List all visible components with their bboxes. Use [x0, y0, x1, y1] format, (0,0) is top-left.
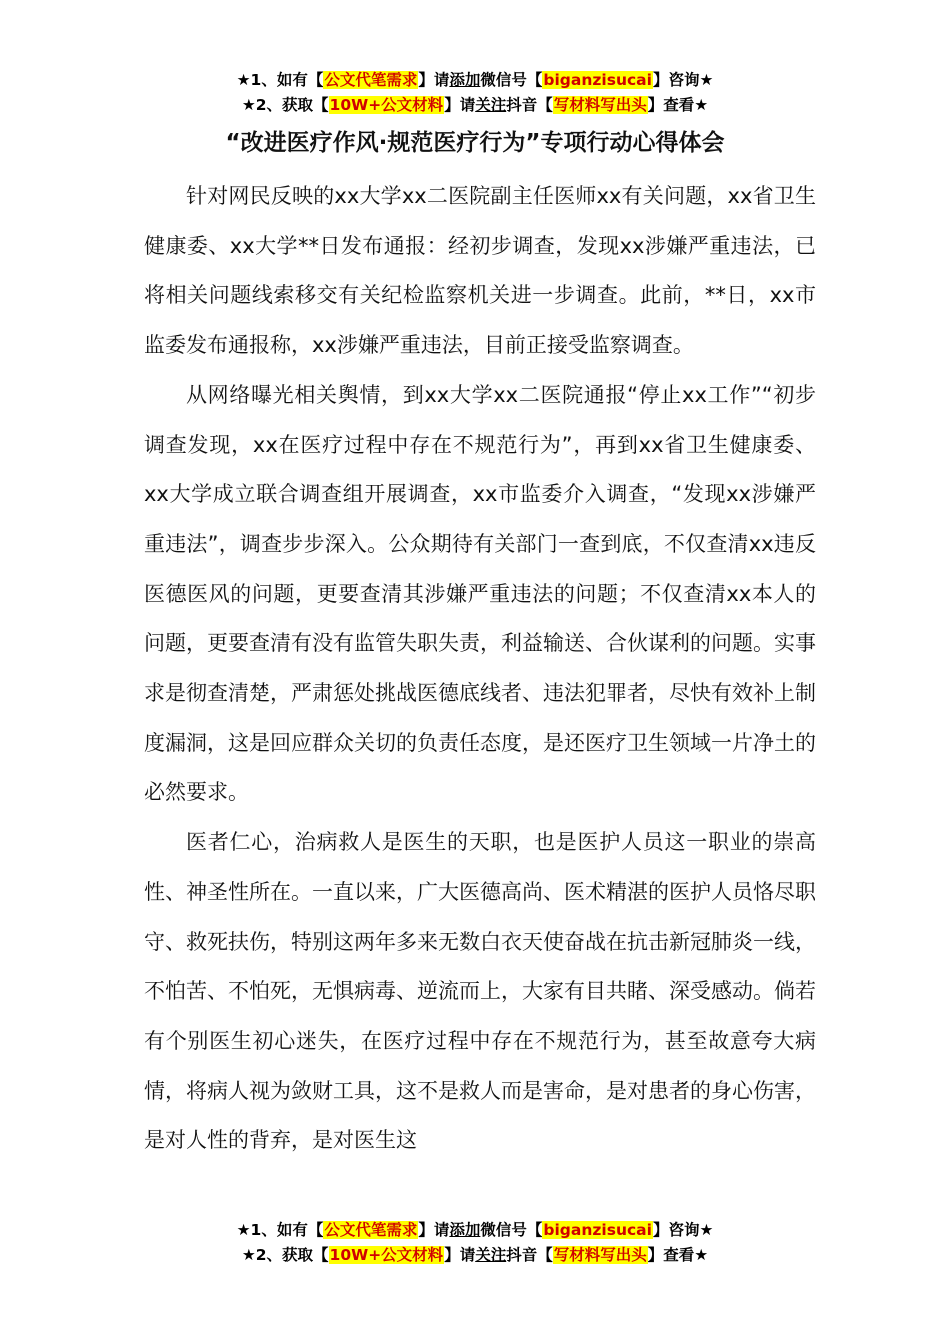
promo-douyin-id: 写材料写出头	[553, 1246, 647, 1264]
promo-wechat-id: biganzisucai	[543, 1221, 652, 1239]
promo-highlight: 10W+公文材料	[329, 96, 444, 114]
paragraph-3: 医者仁心，治病救人是医生的天职，也是医护人员这一职业的崇高性、神圣性所在。一直以来，广大医德高尚、医术精湛的医护人员恪尽职守、救死扶伤，特别这两年多来无数白衣天使奋战在抗击新冠肺炎一线，不怕苦、不怕死，无惧病毒、逆流而上，大家有目共睹、深受感动。倘若有个别医生初心迷失，在医疗过程中存在不规范行为，甚至故意夸大病情，将病人视为敛财工具，这不是救人而是害命，是对患者的身心伤害，是对人性的背弃，是对医生这	[144, 830, 816, 1153]
promo-wechat-id: biganzisucai	[543, 71, 652, 89]
promo-underlined: 关注	[475, 96, 507, 114]
footer-promo-line-2	[0, 1243, 950, 1268]
promo-text: 】咨询★	[652, 1221, 714, 1239]
promo-text: ★2、获取【	[241, 1246, 329, 1264]
promo-text: 】咨询★	[652, 71, 714, 89]
promo-highlight: 公文代笔需求	[324, 71, 418, 89]
promo-underlined: 添加	[449, 71, 481, 89]
promo-text: 】请	[418, 71, 450, 89]
promo-text: ★1、如有【	[236, 71, 324, 89]
promo-text: 微信号【	[480, 1221, 543, 1239]
promo-text: 抖音【	[506, 1246, 553, 1264]
document-title: “改进医疗作风·规范医疗行为”专项行动心得体会	[225, 130, 725, 156]
promo-text: 】查看★	[647, 1246, 709, 1264]
promo-text: 抖音【	[506, 96, 553, 114]
footer-promo-line-1	[0, 1218, 950, 1243]
promo-text: 】请	[418, 1221, 450, 1239]
header-promo	[0, 68, 950, 118]
promo-underlined: 添加	[449, 1221, 481, 1239]
promo-text: ★2、获取【	[241, 96, 329, 114]
promo-highlight: 10W+公文材料	[329, 1246, 444, 1264]
paragraph-2: 从网络曝光相关舆情，到xx大学xx二医院通报“停止xx工作”“初步调查发现，xx在医疗过程中存在不规范行为”，再到xx省卫生健康委、xx大学成立联合调查组开展调查，xx市监委介入调查，“发现xx涉嫌严重违法”，调查步步深入。公众期待有关部门一查到底，不仅查清xx违反医德医风的问题，更要查清其涉嫌严重违法的问题；不仅查清xx本人的问题，更要查清有没有监管失职失责，利益输送、合伙谋利的问题。实事求是彻查清楚，严肃惩处挑战医德底线者、违法犯罪者，尽快有效补上制度漏洞，这是回应群众关切的负责任态度，是还医疗卫生领域一片净土的必然要求。	[144, 382, 816, 805]
promo-douyin-id: 写材料写出头	[553, 96, 647, 114]
promo-text: ★1、如有【	[236, 1221, 324, 1239]
document-body	[144, 172, 816, 1166]
promo-highlight: 公文代笔需求	[324, 1221, 418, 1239]
promo-underlined: 关注	[475, 1246, 507, 1264]
header-promo-line-1	[0, 68, 950, 93]
header-promo-line-2	[0, 93, 950, 118]
promo-text: 】查看★	[647, 96, 709, 114]
paragraph-1: 针对网民反映的xx大学xx二医院副主任医师xx有关问题，xx省卫生健康委、xx大学**日发布通报：经初步调查，发现xx涉嫌严重违法，已将相关问题线索移交有关纪检监察机关进一步调查。此前，**日，xx市监委发布通报称，xx涉嫌严重违法，目前正接受监察调查。	[144, 184, 816, 358]
promo-text: 微信号【	[480, 71, 543, 89]
footer-promo	[0, 1218, 950, 1268]
promo-text: 】请	[444, 1246, 476, 1264]
promo-text: 】请	[444, 96, 476, 114]
